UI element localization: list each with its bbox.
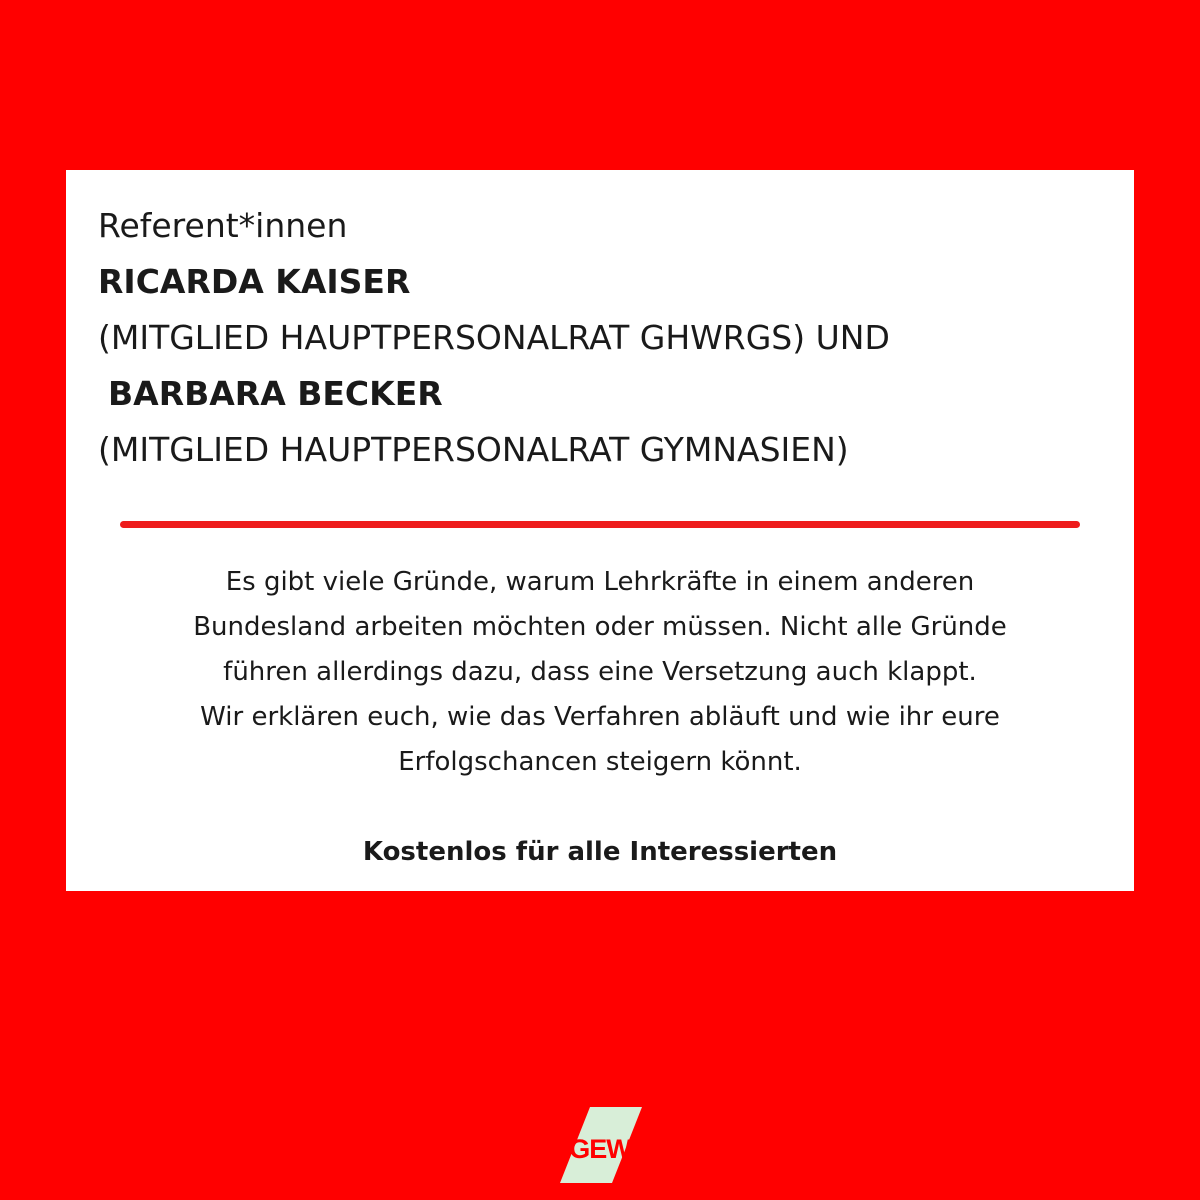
speakers-block: [98, 198, 1108, 478]
speaker-1-role: (MITGLIED HAUPTPERSONALRAT GHWRGS) UND: [98, 318, 890, 357]
speaker-2-name: BARBARA BECKER: [108, 374, 443, 413]
logo-text: GEW: [569, 1134, 631, 1164]
gew-logo-icon: [560, 1107, 642, 1183]
description-line: Es gibt viele Gründe, warum Lehrkräfte in einem anderen: [225, 567, 975, 597]
speakers-heading: Referent*innen: [98, 206, 348, 245]
description-text: [96, 560, 1104, 785]
free-note: Kostenlos für alle Interessierten: [362, 837, 838, 867]
description-line: führen allerdings dazu, dass eine Versetzung auch klappt.: [223, 657, 977, 687]
speaker-2-role: (MITGLIED HAUPTPERSONALRAT GYMNASIEN): [98, 430, 849, 469]
description-line: Wir erklären euch, wie das Verfahren abläuft und wie ihr eure: [200, 702, 1000, 732]
description-line: Erfolgschancen steigern könnt.: [398, 747, 802, 777]
info-card: [66, 170, 1134, 891]
description-line: Bundesland arbeiten möchten oder müssen. Nicht alle Gründe: [193, 612, 1007, 642]
speaker-1-name: RICARDA KAISER: [98, 262, 411, 301]
red-divider: [120, 521, 1080, 528]
